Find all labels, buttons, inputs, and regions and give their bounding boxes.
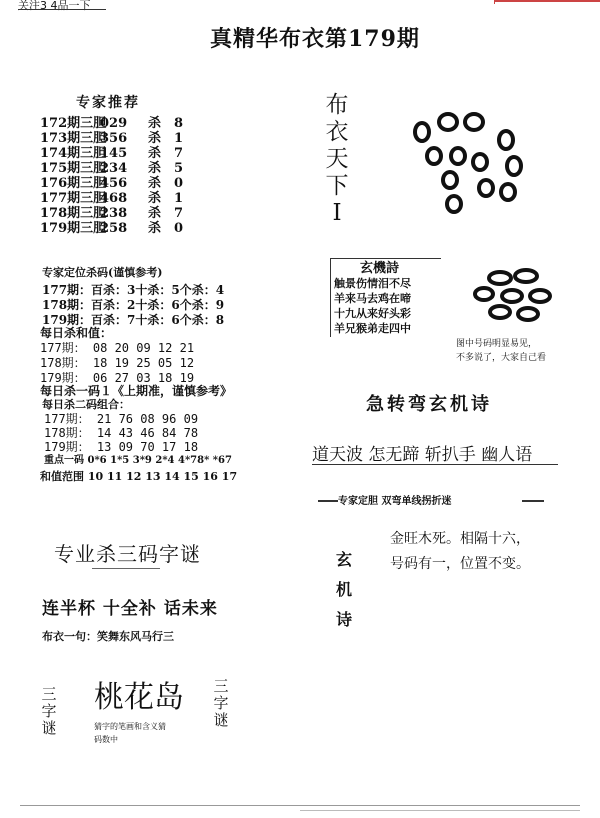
kill-digit: 1 xyxy=(174,191,184,206)
kill-label: 杀 xyxy=(148,221,162,236)
three-digits: 234 xyxy=(100,161,128,176)
daily-two-row: 179期： 13 09 70 17 18 xyxy=(44,440,199,454)
daily-sum-row: 178期： 18 19 25 05 12 xyxy=(40,356,195,370)
xuanji-line: 十九从来好头彩 xyxy=(334,307,411,320)
kill-label: 杀 xyxy=(148,206,162,221)
positional-row: 179期：百杀：7十杀：6个杀：8 xyxy=(42,313,225,327)
recommend-row xyxy=(40,217,183,236)
daily-two-row: 177期： 21 76 08 96 09 xyxy=(44,412,199,426)
expert-guess-line: 专家定胆 双弯单线拐折迷 xyxy=(338,496,452,507)
xuan-poem-line: 金旺木死。相隔十六， xyxy=(390,531,530,547)
kill-label: 杀 xyxy=(148,131,162,146)
divider xyxy=(522,500,544,502)
poem-title: 急转弯玄机诗 xyxy=(366,394,492,415)
positional-title: 专家定位杀码(谨慎参考) xyxy=(42,266,163,279)
kill-digit: 0 xyxy=(174,221,184,236)
issue-label: 176期三胆 xyxy=(40,176,107,191)
xuanji-line: 羊兄猴弟走四中 xyxy=(334,322,411,335)
number-puzzle-image-2 xyxy=(470,264,560,324)
three-digits: 468 xyxy=(100,191,128,206)
three-digits: 029 xyxy=(100,116,128,131)
issue-label: 179期三胆 xyxy=(40,221,107,236)
page-title: 真精华布衣第179期 xyxy=(210,26,420,52)
peach-note: 码数中 xyxy=(94,735,118,744)
top-note: 关注3 4品一下 xyxy=(18,0,91,12)
daily-sum-row: 179期： 06 27 03 18 19 xyxy=(40,371,195,385)
daily-sum-row: 177期： 08 20 09 12 21 xyxy=(40,341,195,355)
xuan-poem-line: 号码有一，位置不变。 xyxy=(390,556,530,572)
issue-label: 177期三胆 xyxy=(40,191,107,206)
kill-digit: 1 xyxy=(174,131,184,146)
kill-label: 杀 xyxy=(148,146,162,161)
peach-island-title: 桃花岛 xyxy=(94,680,184,715)
corner-mark xyxy=(494,0,600,4)
positional-row: 178期：百杀：2十杀：6个杀：9 xyxy=(42,298,225,312)
xuan-poem-vertical-label: 玄机诗 xyxy=(335,550,352,629)
divider xyxy=(18,9,106,10)
picture-note: 不多说了，大家自己看 xyxy=(456,353,547,363)
issue-label: 178期三胆 xyxy=(40,206,107,221)
divider xyxy=(312,464,558,465)
three-digits: 238 xyxy=(100,206,128,221)
three-digits: 258 xyxy=(100,221,128,236)
kill-digit: 8 xyxy=(174,116,184,131)
issue-label: 172期三胆 xyxy=(40,116,107,131)
key-number-line: 重点一码 0*6 1*5 3*9 2*4 4*78* *67 xyxy=(44,455,232,466)
issue-label: 173期三胆 xyxy=(40,131,107,146)
xuanji-line: 触景伤情泪不尽 xyxy=(334,277,411,290)
daily-one-title: 每日杀一码１《上期准，谨慎参考》 xyxy=(40,384,233,398)
daily-sum-title: 每日杀和值： xyxy=(40,326,113,340)
kill-label: 杀 xyxy=(148,161,162,176)
daily-two-row: 178期： 14 43 46 84 78 xyxy=(44,426,199,440)
three-digits: 145 xyxy=(100,146,128,161)
three-digits: 456 xyxy=(100,176,128,191)
issue-label: 175期三胆 xyxy=(40,161,107,176)
buyi-phrase: 布衣一句：笑舞东风马行三 xyxy=(42,630,174,643)
issue-label: 174期三胆 xyxy=(40,146,107,161)
three-char-riddle-label-right: 三字谜 xyxy=(213,677,229,729)
kill-riddle-title: 专业杀三码字谜 xyxy=(54,542,201,566)
recommend-title: 专家推荐 xyxy=(76,95,140,111)
kill-riddle-text: 连半杯 十全补 话未来 xyxy=(42,599,218,619)
divider xyxy=(92,568,160,569)
kill-digit: 7 xyxy=(174,146,184,161)
kill-digit: 5 xyxy=(174,161,184,176)
three-char-riddle-label-left: 三字谜 xyxy=(41,685,57,737)
kill-label: 杀 xyxy=(148,191,162,206)
kill-label: 杀 xyxy=(148,176,162,191)
peach-note: 猜字的笔画和含义猜 xyxy=(94,722,166,731)
xuanji-line: 羊来马去鸡在啼 xyxy=(334,292,411,305)
picture-note: 图中号码明显易见， xyxy=(456,339,538,349)
buyi-vertical-title: 布衣天下Ⅰ xyxy=(325,92,349,226)
number-puzzle-image xyxy=(410,110,530,220)
xuanji-title: 玄機詩 xyxy=(360,261,400,276)
divider xyxy=(318,500,338,502)
sum-range-line: 和值范围 10 11 12 13 14 15 16 17 xyxy=(40,470,238,483)
divider xyxy=(20,805,580,806)
three-digits: 356 xyxy=(100,131,128,146)
divider xyxy=(300,810,580,811)
poem-line: 道天波 怎无蹄 斩扒手 幽人语 xyxy=(312,445,533,465)
positional-row: 177期：百杀：3十杀：5个杀：4 xyxy=(42,283,225,297)
kill-digit: 7 xyxy=(174,206,184,221)
kill-label: 杀 xyxy=(148,116,162,131)
daily-two-title: 每日杀二码组合： xyxy=(42,398,130,411)
kill-digit: 0 xyxy=(174,176,184,191)
